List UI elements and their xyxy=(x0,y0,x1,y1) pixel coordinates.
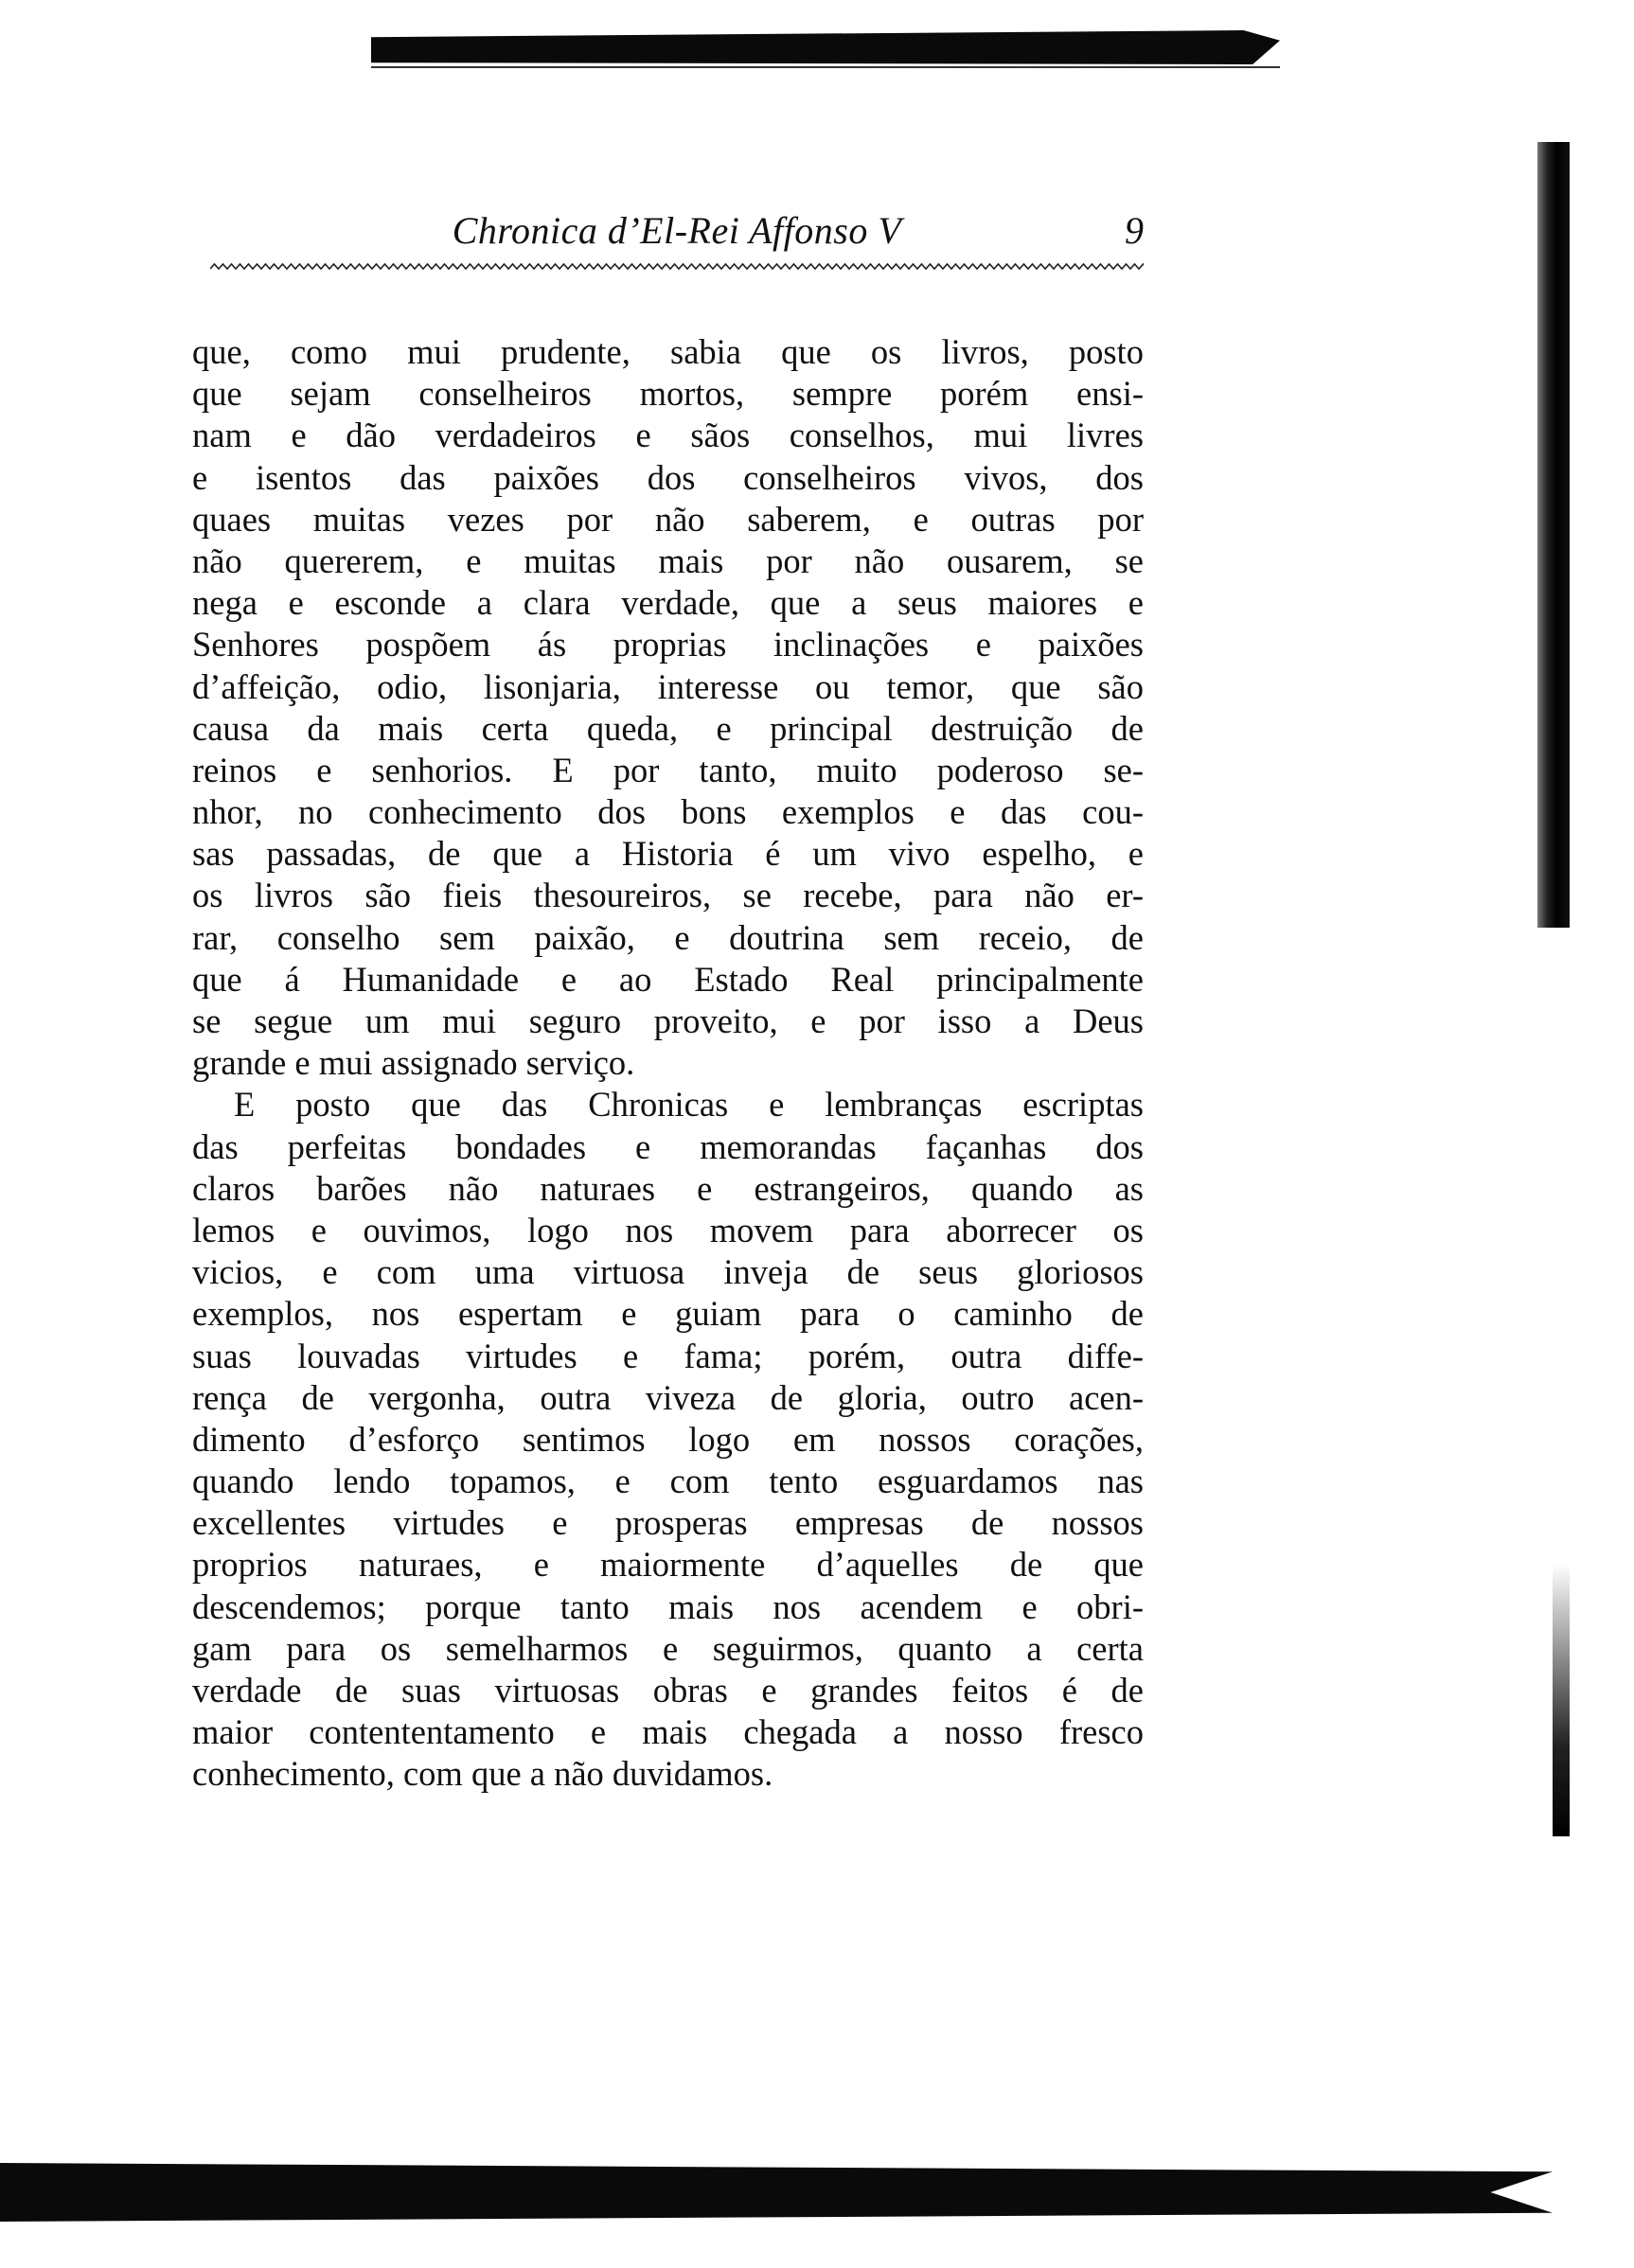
scan-edge-right-lower xyxy=(1553,928,1570,1836)
scan-edge-top-line xyxy=(371,66,1280,68)
text-line: não quererem, e muitas mais por não ousarem, se xyxy=(192,540,1144,580)
text-line: e isentos das paixões dos conselheiros vivos, dos xyxy=(192,457,1144,497)
text-line: E posto que das Chronicas e lembranças escriptas xyxy=(234,1085,1144,1125)
text-line: gam para os semelharmos e seguirmos, quanto a certa xyxy=(192,1628,1144,1668)
text-line: proprios naturaes, e maiormente d’aquelles de que xyxy=(192,1545,1144,1585)
wavy-rule xyxy=(210,261,1144,273)
text-line: verdade de suas virtuosas obras e grandes feitos é de xyxy=(192,1671,1144,1710)
text-line: rença de vergonha, outra viveza de gloria, outro acen- xyxy=(192,1377,1144,1417)
scan-edge-right xyxy=(1537,142,1570,928)
text-line: excellentes virtudes e prosperas empresas de nossos xyxy=(192,1503,1144,1543)
text-line: das perfeitas bondades e memorandas façanhas dos xyxy=(192,1126,1144,1166)
running-header xyxy=(210,208,1144,256)
text-line: nega e esconde a clara verdade, que a seus maiores e xyxy=(192,583,1144,623)
text-line: conhecimento, com que a não duvidamos. xyxy=(192,1754,773,1794)
text-line: Senhores pospõem ás proprias inclinações e paixões xyxy=(192,625,1144,664)
text-line: se segue um mui seguro proveito, e por isso a Deus xyxy=(192,1001,1144,1040)
text-line: claros barões não naturaes e estrangeiros, quando as xyxy=(192,1168,1144,1208)
text-line: dimento d’esforço sentimos logo em nossos corações, xyxy=(192,1419,1144,1459)
text-line: causa da mais certa queda, e principal destruição de xyxy=(192,708,1144,748)
text-line: rar, conselho sem paixão, e doutrina sem receio, de xyxy=(192,917,1144,957)
body-text xyxy=(192,331,1144,1796)
text-line: lemos e ouvimos, logo nos movem para aborrecer os xyxy=(192,1210,1144,1249)
page-number: 9 xyxy=(1125,209,1144,252)
text-line: quaes muitas vezes por não saberem, e outras por xyxy=(192,499,1144,539)
text-line: quando lendo topamos, e com tento esguardamos nas xyxy=(192,1462,1144,1501)
text-line: d’affeição, odio, lisonjaria, interesse ou temor, que são xyxy=(192,666,1144,706)
text-line: maior contententamento e mais chegada a nosso fresco xyxy=(192,1712,1144,1752)
text-line: reinos e senhorios. E por tanto, muito poderoso se- xyxy=(192,750,1144,789)
text-line: os livros são fieis thesoureiros, se recebe, para não er- xyxy=(192,876,1144,915)
text-line: nam e dão verdadeiros e sãos conselhos, mui livres xyxy=(192,416,1144,455)
text-line: que sejam conselheiros mortos, sempre porém ensi- xyxy=(192,374,1144,414)
text-line: suas louvadas virtudes e fama; porém, outra diffe- xyxy=(192,1336,1144,1375)
text-line: que á Humanidade e ao Estado Real principalmente xyxy=(192,959,1144,999)
scan-edge-bottom xyxy=(0,2163,1553,2222)
text-line: nhor, no conhecimento dos bons exemplos e das cou- xyxy=(192,792,1144,832)
text-line: que, como mui prudente, sabia que os livros, posto xyxy=(192,332,1144,371)
text-line: exemplos, nos espertam e guiam para o caminho de xyxy=(192,1294,1144,1334)
running-title: Chronica d’El-Rei Affonso V xyxy=(452,209,902,252)
text-line: grande e mui assignado serviço. xyxy=(192,1043,635,1083)
scan-edge-top xyxy=(371,30,1280,64)
text-line: vicios, e com uma virtuosa inveja de seus gloriosos xyxy=(192,1252,1144,1292)
text-line: descendemos; porque tanto mais nos acendem e obri- xyxy=(192,1586,1144,1626)
text-line: sas passadas, de que a Historia é um vivo espelho, e xyxy=(192,834,1144,874)
